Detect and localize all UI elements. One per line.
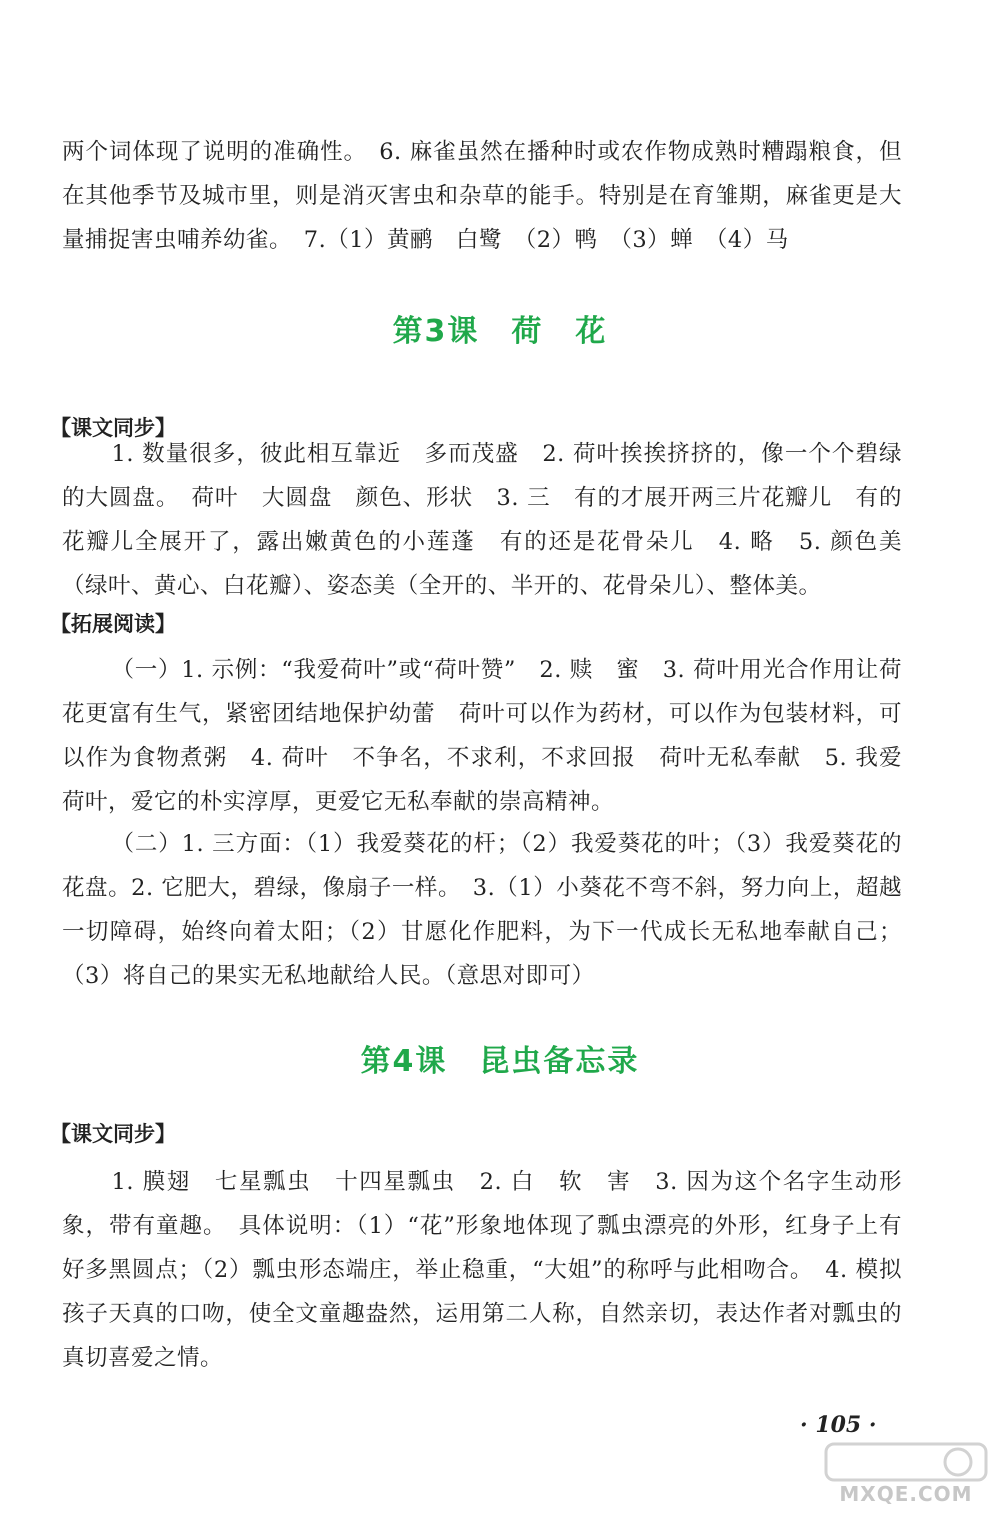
lesson-3-sync-text: 1. 数量很多，彼此相互靠近 多而茂盛 2. 荷叶挨挨挤挤的，像一个个碧绿的大圆盘。 荷叶 大圆盘 颜色、形状 3. 三 有的才展开两三片花瓣儿 有的花瓣儿全展开了，露出嫩黄色的小莲蓬 有的还是花骨朵儿 4. 略 5. 颜色美（绿叶、黄心、白花瓣）、姿态美（全开的、半开的、花骨朵儿）、整体美。 (62, 441, 902, 599)
lesson-3-title: 第3课 荷 花 (392, 314, 608, 349)
lesson-3-extension-text-1: （一）1. 示例：“我爱荷叶”或“荷叶赞” 2. 赎 蜜 3. 荷叶用光合作用让荷花更富有生气，紧密团结地保护幼蕾 荷叶可以作为药材，可以作为包装材料，可以作为食物煮粥 4. 荷叶 不争名，不求利，不求回报 荷叶无私奉献 5. 我爱荷叶，爱它的朴实淳厚，更爱它无私奉献的崇高精神。 (62, 657, 902, 815)
watermark-text: MXQE.COM (839, 1482, 973, 1506)
lesson-3-extension-text-2: （二）1. 三方面：（1）我爱葵花的杆；（2）我爱葵花的叶；（3）我爱葵花的花盘。2. 它肥大，碧绿，像扇子一样。 3.（1）小葵花不弯不斜，努力向上，超越一切障碍，始终向着太阳；（2）甘愿化作肥料，为下一代成长无私地奉献自己；（3）将自己的果实无私地献给人民。（意思对即可） (62, 831, 902, 989)
page-number: · 105 · (800, 1412, 877, 1438)
watermark-logo (818, 1440, 994, 1514)
top-answer-text: 两个词体现了说明的准确性。 6. 麻雀虽然在播种时或农作物成熟时糟蹋粮食，但在其他季节及城市里，则是消灭害虫和杂草的能手。特别是在育雏期，麻雀更是大量捕捉害虫哺养幼雀。 7.（1）黄鹂 白鹭 （2）鸭 （3）蝉 （4）马 (62, 139, 902, 253)
lesson-3-extension-label: 【拓展阅读】 (50, 612, 176, 636)
lesson-4-title: 第4课 昆虫备忘录 (360, 1044, 640, 1079)
lesson-4-sync-text: 1. 膜翅 七星瓢虫 十四星瓢虫 2. 白 软 害 3. 因为这个名字生动形象，带有童趣。 具体说明：（1）“花”形象地体现了瓢虫漂亮的外形，红身子上有好多黑圆点；（2）瓢虫形态端庄，举止稳重，“大姐”的称呼与此相吻合。 4. 模拟孩子天真的口吻，使全文童趣盎然，运用第二人称，自然亲切，表达作者对瓢虫的真切喜爱之情。 (62, 1169, 902, 1371)
watermark-logo-icon (818, 1440, 994, 1484)
lesson-4-sync-label: 【课文同步】 (50, 1122, 176, 1146)
lesson-3-sync-label: 【课文同步】 (50, 416, 176, 440)
